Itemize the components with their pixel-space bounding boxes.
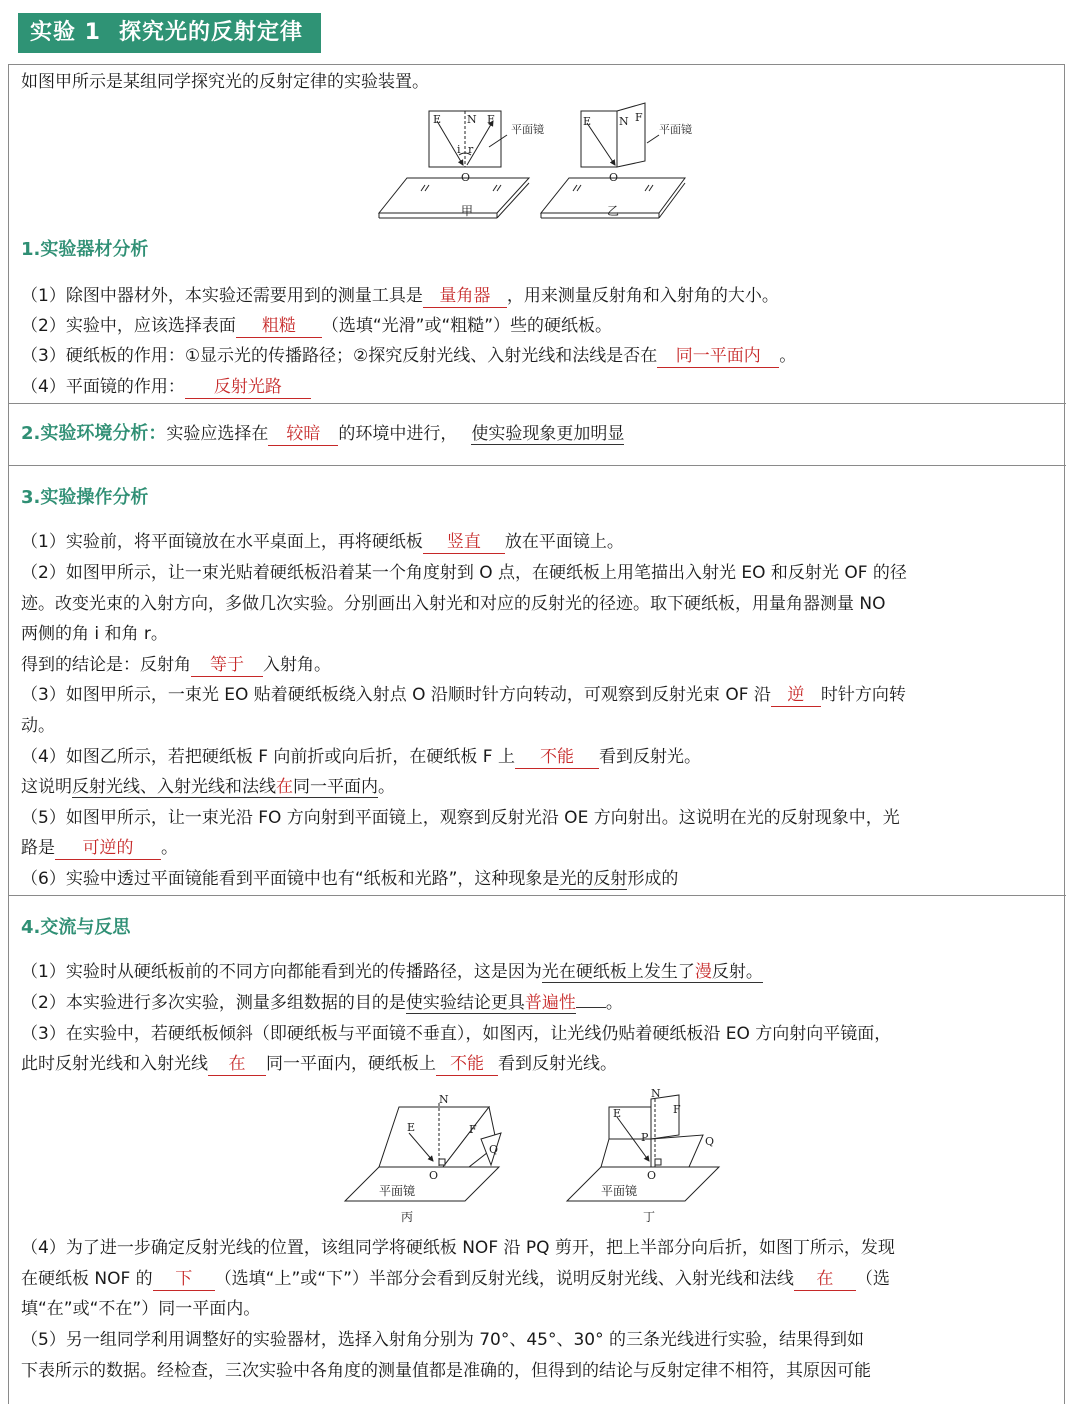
label-O: O bbox=[647, 1169, 657, 1182]
mirror-label: 平面镜 bbox=[659, 123, 692, 136]
answer-blank: 可逆的 bbox=[55, 837, 161, 860]
s1-q2: （2）实验中，应该选择表面 粗糙 （选填“光滑”或“粗糙”）些的硬纸板。 bbox=[21, 316, 613, 336]
s3-q3-line2: 动。 bbox=[21, 716, 55, 736]
answer-blank: 同一平面内 bbox=[657, 345, 779, 368]
caption-jia: 甲 bbox=[461, 204, 474, 218]
section-banner bbox=[18, 13, 321, 53]
section-divider bbox=[9, 403, 1066, 404]
banner-title: 探究光的反射定律 bbox=[118, 20, 303, 45]
label-N: N bbox=[467, 113, 477, 126]
answer-blank: 不能 bbox=[436, 1053, 498, 1076]
s1-q1: （1）除图中器材外，本实验还需要用到的测量工具是 量角器 ，用来测量反射角和入射角的大小。 bbox=[21, 286, 779, 306]
figure-yi bbox=[541, 103, 692, 218]
answer-blank: 粗糙 bbox=[236, 315, 322, 338]
label-O: O bbox=[429, 1169, 439, 1182]
answer-blank: 竖直 bbox=[423, 531, 505, 554]
caption-bing: 丙 bbox=[401, 1210, 414, 1224]
label-N: N bbox=[619, 115, 629, 128]
label-i: i bbox=[457, 143, 461, 156]
label-E: E bbox=[583, 115, 592, 128]
s3-q2-line3: 两侧的角 i 和角 r。 bbox=[21, 624, 168, 644]
s1-q4: （4）平面镜的作用： 反射光路 bbox=[21, 376, 311, 399]
mirror-label: 平面镜 bbox=[601, 1184, 638, 1198]
figure-bing bbox=[345, 1093, 501, 1224]
answer-blank: 量角器 bbox=[423, 285, 507, 308]
figure-ding bbox=[567, 1087, 719, 1224]
figure-jia-yi bbox=[369, 103, 729, 221]
answer-blank: 下 bbox=[153, 1268, 215, 1291]
label-N: N bbox=[651, 1087, 661, 1100]
s3-q5-line1: （5）如图甲所示，让一束光沿 FO 方向射到平面镜上，观察到反射光沿 OE 方向射出。这说明在光的反射现象中，光 bbox=[21, 808, 900, 828]
s4-q2: （2）本实验进行多次实验，测量多组数据的目的是使实验结论更具普遍性 。 bbox=[21, 993, 623, 1013]
s3-q4-line1: （4）如图乙所示，若把硬纸板 F 向前折或向后折，在硬纸板 F 上 不能 看到反射光。 bbox=[21, 747, 701, 767]
answer-blank: 等于 bbox=[191, 654, 263, 677]
s3-q3-line1: （3）如图甲所示，一束光 EO 贴着硬纸板绕入射点 O 沿顺时针方向转动，可观察到反射光束 OF 沿 逆 时针方向转 bbox=[21, 685, 906, 705]
s3-q4-line2: 这说明反射光线、入射光线和法线在同一平面内。 bbox=[21, 777, 395, 797]
intro-text: 如图甲所示是某组同学探究光的反射定律的实验装置。 bbox=[21, 72, 429, 92]
label-F: F bbox=[469, 1123, 477, 1136]
s3-q2-conclusion: 得到的结论是：反射角 等于 入射角。 bbox=[21, 655, 331, 675]
label-F: F bbox=[673, 1103, 681, 1116]
s4-q5-line2: 下表所示的数据。经检查，三次实验中各角度的测量值都是准确的，但得到的结论与反射定律不相符，其原因可能 bbox=[21, 1361, 871, 1381]
s3-q1: （1）实验前，将平面镜放在水平桌面上，再将硬纸板 竖直 放在平面镜上。 bbox=[21, 532, 624, 552]
label-F: F bbox=[635, 111, 643, 124]
s1-q3: （3）硬纸板的作用：①显示光的传播路径；②探究反射光线、入射光线和法线是否在 同一平面内 。 bbox=[21, 346, 797, 366]
label-O: O bbox=[609, 171, 619, 184]
section-divider bbox=[9, 895, 1066, 896]
label-E: E bbox=[433, 113, 442, 126]
label-E: E bbox=[613, 1107, 622, 1120]
s3-q6: （6）实验中透过平面镜能看到平面镜中也有“纸板和光路”，这种现象是光的反射形成的 bbox=[21, 869, 679, 889]
label-F: F bbox=[487, 113, 495, 126]
answer-blank: 在 bbox=[794, 1268, 856, 1291]
heading-equipment: 1.实验器材分析 bbox=[21, 239, 149, 260]
answer-blank: 逆 bbox=[771, 684, 821, 707]
section-divider bbox=[9, 465, 1066, 466]
s2-line: 2.实验环境分析：实验应选择在 较暗 的环境中进行， 使实验现象更加明显 bbox=[21, 423, 625, 444]
label-Q: Q bbox=[705, 1135, 715, 1148]
label-E: E bbox=[407, 1121, 416, 1134]
answer-blank: 反射光路 bbox=[185, 376, 311, 399]
s4-q3-line1: （3）在实验中，若硬纸板倾斜（即硬纸板与平面镜不垂直），如图丙，让光线仍贴着硬纸板沿 EO 方向射向平镜面， bbox=[21, 1024, 892, 1044]
label-P: P bbox=[641, 1131, 649, 1144]
s4-q3-line2: 此时反射光线和入射光线 在 同一平面内，硬纸板上 不能 看到反射光线。 bbox=[21, 1054, 617, 1074]
caption-ding: 丁 bbox=[643, 1210, 656, 1224]
s3-q2-line2: 迹。改变光束的入射方向，多做几次实验。分别画出入射光和对应的反射光的径迹。取下硬纸板，用量角器测量 NO bbox=[21, 594, 886, 614]
s4-q4-line1: （4）为了进一步确定反射光线的位置，该组同学将硬纸板 NOF 沿 PQ 剪开，把上半部分向后折，如图丁所示，发现 bbox=[21, 1238, 895, 1258]
heading-reflection: 4.交流与反思 bbox=[21, 917, 131, 938]
s4-q1: （1）实验时从硬纸板前的不同方向都能看到光的传播路径，这是因为光在硬纸板上发生了漫反射。 bbox=[21, 962, 763, 982]
heading-operation: 3.实验操作分析 bbox=[21, 487, 149, 508]
caption-yi: 乙 bbox=[607, 204, 620, 218]
s4-q5-line1: （5）另一组同学利用调整好的实验器材，选择入射角分别为 70°、45°、30° 的三条光线进行实验，结果得到如 bbox=[21, 1330, 865, 1350]
label-r: r bbox=[468, 143, 474, 156]
s3-q2-line1: （2）如图甲所示，让一束光贴着硬纸板沿着某一个角度射到 O 点，在硬纸板上用笔描出入射光 EO 和反射光 OF 的径 bbox=[21, 563, 907, 583]
worksheet-frame bbox=[8, 64, 1065, 1404]
heading-environment: 2.实验环境分析： bbox=[21, 423, 167, 444]
answer-blank: 较暗 bbox=[268, 423, 338, 446]
s4-q4-line2: 在硬纸板 NOF 的 下 （选填“上”或“下”）半部分会看到反射光线，说明反射光线、入射光线和法线 在 （选 bbox=[21, 1269, 890, 1289]
answer-blank: 不能 bbox=[515, 746, 599, 769]
label-O: O bbox=[461, 171, 471, 184]
label-N: N bbox=[439, 1093, 449, 1106]
s4-q4-line3: 填“在”或“不在”）同一平面内。 bbox=[21, 1299, 261, 1319]
figure-jia bbox=[379, 111, 544, 218]
answer-underline: 使实验现象更加明显 bbox=[471, 424, 625, 444]
mirror-label: 平面镜 bbox=[379, 1184, 416, 1198]
label-Q: Q bbox=[489, 1143, 499, 1156]
s3-q5-line2: 路是 可逆的 。 bbox=[21, 838, 178, 858]
mirror-label: 平面镜 bbox=[511, 123, 544, 136]
banner-exp: 实验 1 bbox=[30, 20, 101, 45]
figure-bing-ding bbox=[339, 1087, 739, 1225]
answer-blank: 在 bbox=[208, 1053, 266, 1076]
